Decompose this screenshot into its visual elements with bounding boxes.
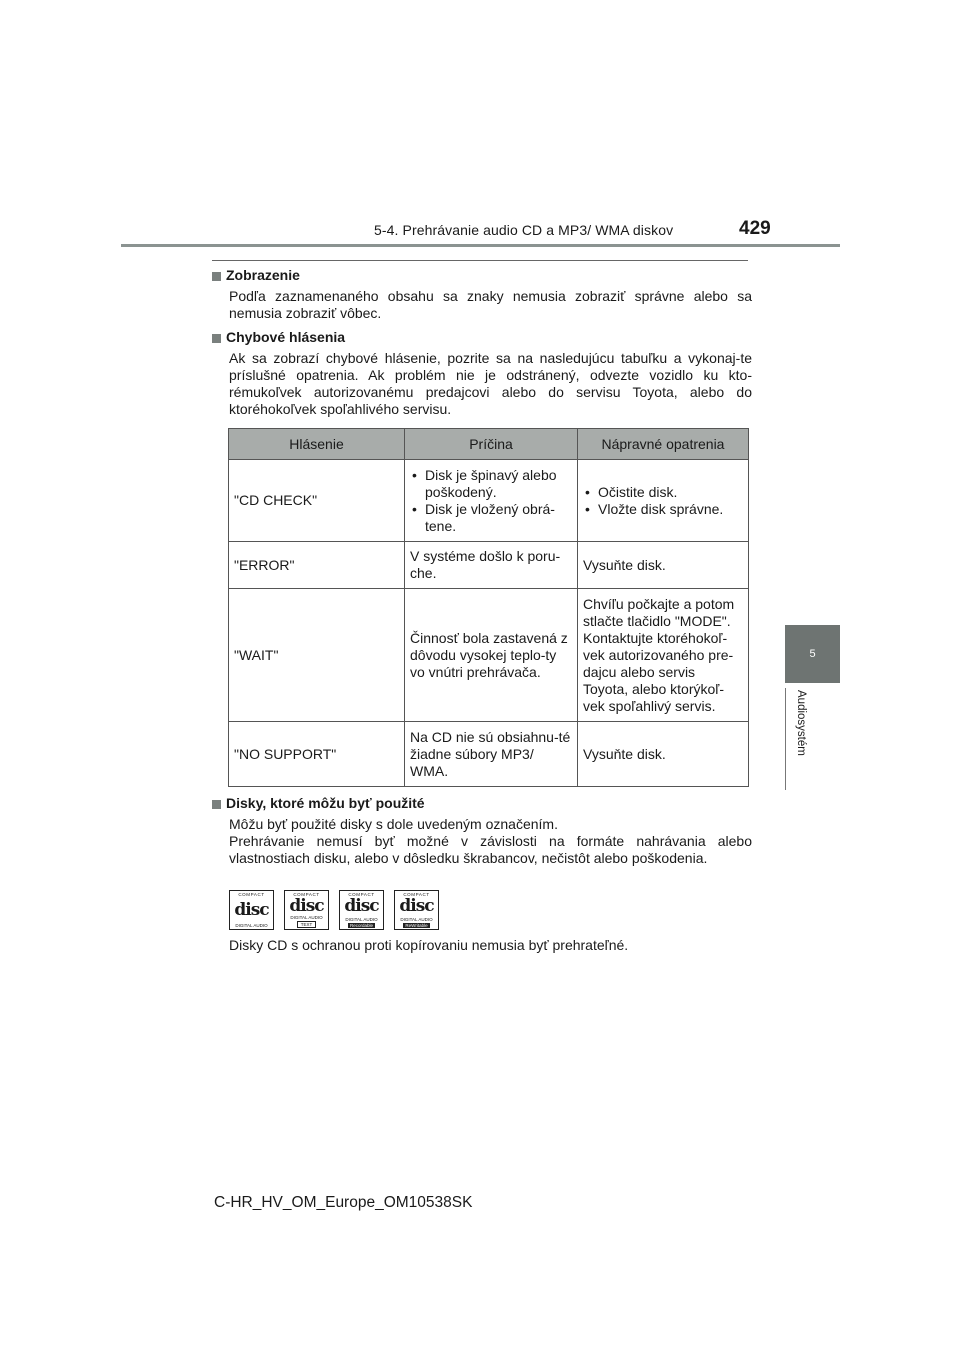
section-text: Ak sa zobrazí chybové hlásenie, pozrite sa na nasledujúcu tabuľku a vykonaj-te príslušné opatrenia. Ak problém nie je odstránený, odvezte vozidlo ku kto-rémukoľvek autorizovanému predajcovi alebo do servisu Toyota, alebo do ktoréhokoľvek spoľahlivého servisu.: [229, 350, 752, 417]
section-heading: Chybové hlásenia: [212, 329, 752, 346]
square-bullet-icon: [212, 800, 221, 809]
disc-logos: [229, 890, 439, 930]
chapter-tab-line: [785, 688, 841, 790]
column-header: Príčina: [405, 429, 578, 460]
remedy-cell: Vysuňte disk.: [578, 722, 749, 787]
compact-disc-logo: COMPACT disc DIGITAL AUDIO: [229, 890, 274, 930]
list-item: • Očistite disk.: [583, 484, 743, 501]
cause-cell: [405, 460, 578, 542]
message-cell: "CD CHECK": [229, 460, 405, 542]
list-item: • Disk je vložený obrá-tene.: [410, 501, 572, 535]
page-number: 429: [739, 218, 771, 239]
section-discs: [212, 795, 752, 867]
cause-cell: Na CD nie sú obsiahnu-té žiadne súbory MP3/ WMA.: [405, 722, 578, 787]
table-row: [229, 722, 749, 787]
compact-disc-text-logo: COMPACT disc DIGITAL AUDIO TEXT: [284, 890, 329, 930]
section-heading: Zobrazenie: [212, 267, 752, 284]
table-row: [229, 460, 749, 542]
message-cell: "WAIT": [229, 589, 405, 722]
table-row: [229, 542, 749, 589]
section-top-rule: [212, 260, 748, 261]
column-header: Nápravné opatrenia: [578, 429, 749, 460]
column-header: Hlásenie: [229, 429, 405, 460]
cause-cell: V systéme došlo k poru-che.: [405, 542, 578, 589]
square-bullet-icon: [212, 334, 221, 343]
table-row: [229, 589, 749, 722]
error-messages-table: [228, 428, 749, 787]
chapter-label: Audiosystém: [795, 690, 807, 756]
header-title: 5-4. Prehrávanie audio CD a MP3/ WMA diskov: [374, 222, 674, 238]
table-header-row: [229, 429, 749, 460]
section-text: Môžu byť použité disky s dole uvedeným označením.: [229, 816, 558, 832]
footer-document-id: C-HR_HV_OM_Europe_OM10538SK: [214, 1194, 473, 1211]
section-display: [212, 267, 752, 322]
list-item: • Disk je špinavý alebo poškodený.: [410, 467, 572, 501]
chapter-number: 5: [809, 648, 816, 660]
cause-cell: Činnosť bola zastavená z dôvodu vysokej teplo-ty vo vnútri prehrávača.: [405, 589, 578, 722]
compact-disc-recordable-logo: COMPACT disc DIGITAL AUDIO Recordable: [339, 890, 384, 930]
compact-disc-rewritable-logo: COMPACT disc DIGITAL AUDIO ReWritable: [394, 890, 439, 930]
chapter-tab: [785, 625, 840, 683]
copy-protection-note: Disky CD s ochranou proti kopírovaniu nemusia byť prehrateľné.: [229, 937, 629, 953]
section-text: Prehrávanie nemusí byť možné v závislosti na formáte nahrávania alebo vlastnostiach disku, alebo v dôsledku škrabancov, nečistôt alebo poškodenia.: [229, 833, 752, 866]
section-text: Podľa zaznamenaného obsahu sa znaky nemusia zobraziť správne alebo sa nemusia zobraziť vôbec.: [229, 288, 752, 321]
square-bullet-icon: [212, 272, 221, 281]
remedy-cell: Chvíľu počkajte a potom stlačte tlačidlo "MODE". Kontaktujte ktoréhokoľ-vek autorizovaného pre-dajcu alebo servis Toyota, alebo ktorýkoľ-vek spoľahlivý servis.: [578, 589, 749, 722]
section-errors: [212, 329, 752, 418]
remedy-cell: [578, 460, 749, 542]
header-rule: [121, 244, 840, 247]
message-cell: "ERROR": [229, 542, 405, 589]
remedy-cell: Vysuňte disk.: [578, 542, 749, 589]
list-item: • Vložte disk správne.: [583, 501, 743, 518]
message-cell: "NO SUPPORT": [229, 722, 405, 787]
section-heading: Disky, ktoré môžu byť použité: [212, 795, 752, 812]
